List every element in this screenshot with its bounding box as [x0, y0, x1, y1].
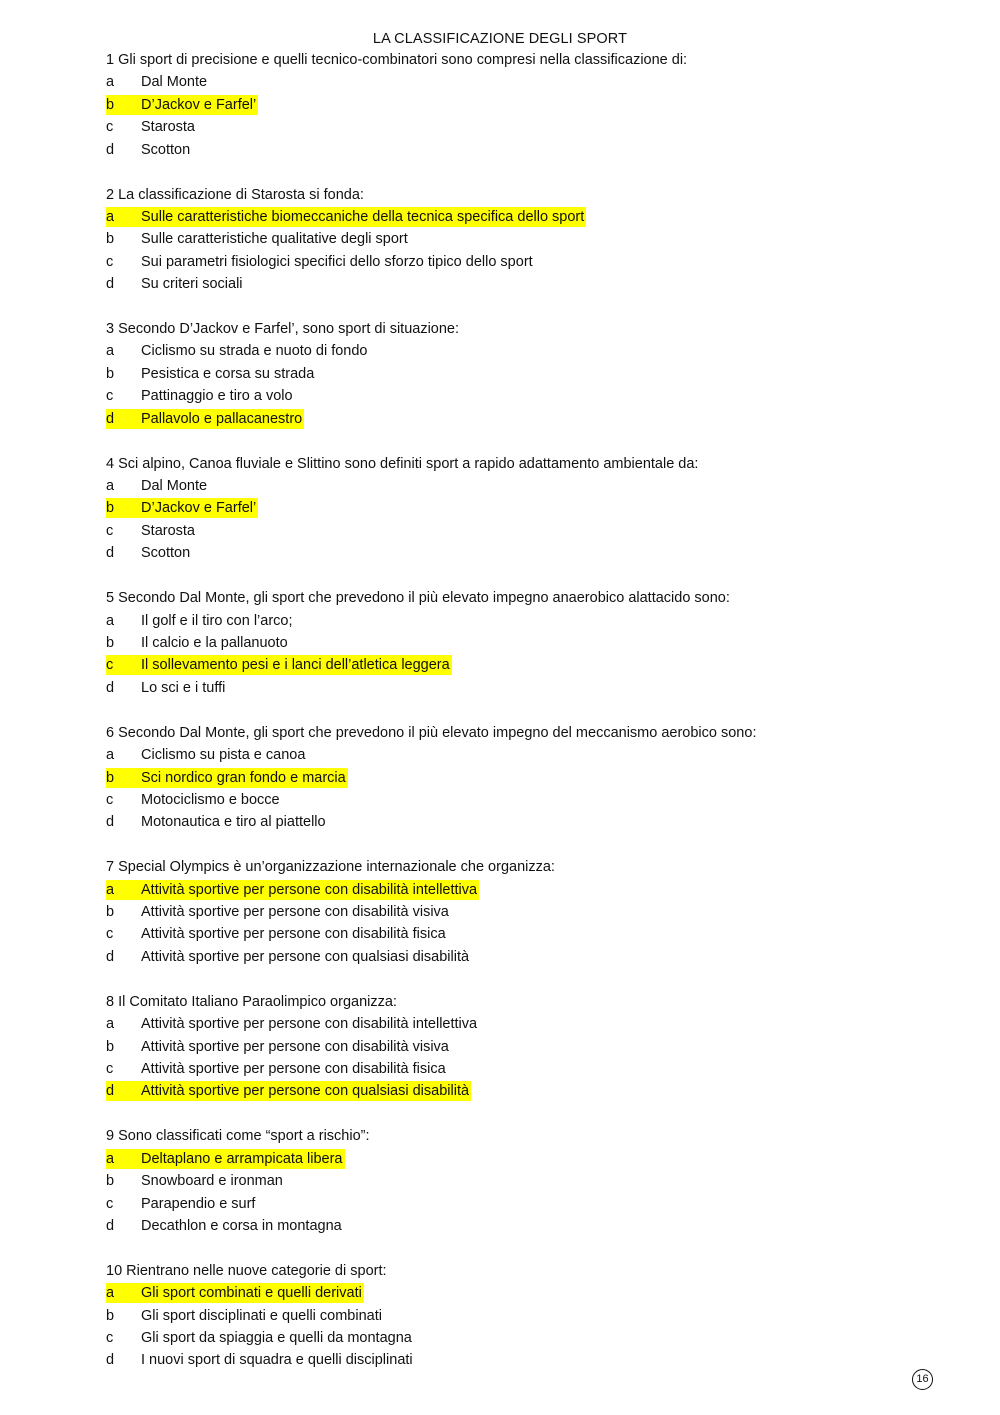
answer-option: [106, 1058, 906, 1080]
option-text: Attività sportive per persone con disabilità intellettiva: [141, 1016, 478, 1033]
answer-option: [106, 1349, 906, 1371]
option-highlight: [106, 521, 197, 541]
option-letter: a: [106, 208, 115, 225]
option-text: Attività sportive per persone con disabilità visiva: [141, 1038, 449, 1055]
option-highlight: [106, 409, 304, 429]
answer-option-correct: [106, 767, 906, 789]
option-highlight: [106, 1059, 448, 1079]
option-text: Sui parametri fisiologici specifici dello sforzo tipico dello sport: [141, 253, 533, 270]
option-letter: a: [106, 1016, 115, 1033]
option-highlight: [106, 1171, 285, 1191]
answer-option-correct: [106, 206, 906, 228]
option-letter: c: [106, 657, 114, 674]
question-text: 4 Sci alpino, Canoa fluviale e Slittino sono definiti sport a rapido adattamento ambientale da:: [106, 455, 699, 472]
answer-option: [106, 946, 906, 968]
option-text: Gli sport disciplinati e quelli combinati: [141, 1307, 382, 1324]
option-text: Decathlon e corsa in montagna: [141, 1217, 342, 1234]
option-highlight: [106, 1283, 364, 1303]
answer-option-correct: [106, 408, 906, 430]
question-text: 1 Gli sport di precisione e quelli tecnico-combinatori sono compresi nella classificazione di:: [106, 52, 688, 68]
question-text: 7 Special Olympics è un’organizzazione internazionale che organizza:: [106, 859, 555, 876]
option-letter: c: [106, 522, 114, 539]
option-letter: b: [106, 365, 115, 382]
option-text: Gli sport da spiaggia e quelli da montagna: [141, 1330, 412, 1347]
option-highlight: [106, 341, 370, 361]
option-text: Gli sport combinati e quelli derivati: [141, 1285, 362, 1302]
option-highlight: [106, 117, 197, 137]
option-highlight: [106, 1149, 345, 1169]
option-highlight: [106, 386, 295, 406]
option-text: Attività sportive per persone con qualsiasi disabilità: [141, 1083, 470, 1100]
option-text: Sulle caratteristiche qualitative degli sport: [141, 231, 408, 248]
option-text: Dal Monte: [141, 478, 208, 495]
option-letter: b: [106, 500, 115, 517]
option-letter: c: [106, 119, 114, 136]
option-letter: c: [106, 1061, 114, 1077]
option-text: Deltaplano e arrampicata libera: [141, 1150, 343, 1167]
option-text: Sulle caratteristiche biomeccaniche della tecnica specifica dello sport: [141, 208, 585, 225]
option-text: Pallavolo e pallacanestro: [141, 410, 303, 427]
question-list: [106, 49, 906, 1394]
option-letter: d: [106, 1217, 115, 1234]
option-letter: d: [106, 545, 115, 562]
answer-option: [106, 1305, 906, 1327]
option-highlight: [106, 498, 258, 518]
option-highlight: [106, 1081, 471, 1101]
answer-option: [106, 116, 906, 138]
option-text: Scotton: [141, 141, 191, 158]
option-highlight: [106, 140, 192, 160]
option-highlight: [106, 924, 448, 944]
answer-option: [106, 1170, 906, 1192]
answer-option: [106, 228, 906, 250]
option-text: Lo sci e i tuffi: [141, 679, 226, 696]
option-letter: a: [106, 343, 115, 360]
option-letter: c: [106, 1330, 114, 1347]
answer-option: [106, 811, 906, 833]
option-highlight: [106, 611, 295, 631]
option-highlight: [106, 72, 209, 92]
option-highlight: [106, 543, 192, 563]
option-highlight: [106, 745, 307, 765]
answer-option: [106, 475, 906, 497]
option-text: Attività sportive per persone con qualsiasi disabilità: [141, 948, 470, 965]
option-highlight: [106, 1014, 479, 1034]
option-text: Il golf e il tiro con l’arco;: [141, 612, 293, 629]
answer-option: [106, 340, 906, 362]
option-text: Il sollevamento pesi e i lanci dell’atletica leggera: [141, 657, 450, 674]
answer-option: [106, 632, 906, 654]
option-text: Motonautica e tiro al piattello: [141, 814, 326, 831]
answer-option: [106, 901, 906, 923]
answer-option: [106, 251, 906, 273]
answer-option-correct: [106, 654, 906, 676]
option-highlight: [106, 1216, 344, 1236]
option-text: Pesistica e corsa su strada: [141, 365, 315, 382]
option-letter: b: [106, 231, 115, 248]
option-letter: d: [106, 948, 115, 965]
question-text: 5 Secondo Dal Monte, gli sport che prevedono il più elevato impegno anaerobico alattacido sono:: [106, 590, 730, 607]
option-text: Motociclismo e bocce: [141, 791, 280, 808]
option-highlight: [106, 1037, 451, 1057]
option-highlight: [106, 207, 586, 227]
question-block: [106, 49, 906, 161]
answer-option-correct: [106, 94, 906, 116]
option-highlight: [106, 947, 471, 967]
option-letter: c: [106, 1195, 114, 1212]
question-block: [106, 1260, 906, 1372]
option-letter: a: [106, 1285, 115, 1302]
option-text: Dal Monte: [141, 74, 208, 91]
option-highlight: [106, 1328, 414, 1348]
answer-option: [106, 610, 906, 632]
option-highlight: [106, 678, 227, 698]
option-highlight: [106, 252, 535, 272]
answer-option-correct: [106, 1080, 906, 1102]
option-letter: d: [106, 814, 115, 831]
option-highlight: [106, 655, 452, 675]
option-highlight: [106, 633, 290, 653]
option-highlight: [106, 274, 245, 294]
option-highlight: [106, 812, 328, 832]
answer-option: [106, 520, 906, 542]
page-title: LA CLASSIFICAZIONE DEGLI SPORT: [372, 31, 628, 47]
option-text: D’Jackov e Farfel’: [141, 96, 257, 113]
answer-option: [106, 542, 906, 564]
answer-option-correct: [106, 879, 906, 901]
option-text: Attività sportive per persone con disabilità visiva: [141, 904, 449, 921]
option-letter: d: [106, 1352, 115, 1369]
option-highlight: [106, 476, 209, 496]
option-letter: a: [106, 74, 115, 91]
option-text: Il calcio e la pallanuoto: [141, 634, 288, 651]
question-block: [106, 318, 906, 430]
option-letter: b: [106, 96, 115, 113]
option-letter: a: [106, 1150, 115, 1167]
question-block: [106, 856, 906, 968]
option-letter: b: [106, 634, 115, 651]
option-text: D’Jackov e Farfel’: [141, 500, 257, 517]
option-highlight: [106, 768, 348, 788]
question-text: 2 La classificazione di Starosta si fonda:: [106, 186, 364, 203]
answer-option: [106, 789, 906, 811]
option-highlight: [106, 1306, 384, 1326]
question-block: [106, 722, 906, 834]
option-highlight: [106, 902, 451, 922]
option-letter: d: [106, 410, 115, 427]
option-letter: a: [106, 747, 115, 764]
option-highlight: [106, 790, 282, 810]
option-text: Parapendio e surf: [141, 1195, 256, 1212]
option-highlight: [106, 880, 479, 900]
option-letter: b: [106, 904, 115, 921]
answer-option: [106, 363, 906, 385]
answer-option: [106, 923, 906, 945]
question-block: [106, 587, 906, 699]
answer-option-correct: [106, 497, 906, 519]
option-letter: a: [106, 612, 115, 629]
answer-option: [106, 139, 906, 161]
option-letter: a: [106, 478, 115, 495]
option-text: I nuovi sport di squadra e quelli disciplinati: [141, 1352, 413, 1369]
option-highlight: [106, 95, 258, 115]
option-letter: d: [106, 141, 115, 158]
question-block: [106, 1125, 906, 1237]
answer-option: [106, 1215, 906, 1237]
option-letter: d: [106, 1083, 115, 1100]
option-text: Pattinaggio e tiro a volo: [141, 388, 293, 405]
option-letter: a: [106, 881, 115, 898]
option-text: Scotton: [141, 545, 191, 562]
option-highlight: [106, 229, 410, 249]
option-letter: b: [106, 1173, 115, 1190]
option-letter: d: [106, 679, 115, 696]
answer-option: [106, 273, 906, 295]
answer-option-correct: [106, 1282, 906, 1304]
answer-option: [106, 1013, 906, 1035]
question-block: [106, 453, 906, 565]
page-number-badge: 16: [912, 1369, 933, 1390]
question-text: 6 Secondo Dal Monte, gli sport che prevedono il più elevato impegno del meccanismo aerobico sono:: [106, 724, 757, 741]
question-text: 8 Il Comitato Italiano Paraolimpico organizza:: [106, 993, 397, 1010]
answer-option: [106, 1193, 906, 1215]
option-text: Starosta: [141, 522, 195, 539]
option-text: Ciclismo su pista e canoa: [141, 747, 306, 764]
answer-option: [106, 385, 906, 407]
option-highlight: [106, 1350, 415, 1370]
option-letter: b: [106, 769, 115, 786]
option-text: Starosta: [141, 119, 195, 136]
option-letter: c: [106, 791, 114, 808]
question-text: 9 Sono classificati come “sport a rischio”:: [106, 1128, 370, 1145]
option-text: Su criteri sociali: [141, 276, 243, 293]
option-letter: d: [106, 276, 115, 293]
option-letter: c: [106, 253, 114, 270]
option-letter: b: [106, 1307, 115, 1324]
answer-option-correct: [106, 1148, 906, 1170]
option-highlight: [106, 1194, 257, 1214]
option-letter: b: [106, 1038, 115, 1055]
option-text: Attività sportive per persone con disabilità fisica: [141, 926, 446, 943]
option-text: Attività sportive per persone con disabilità fisica: [141, 1061, 446, 1077]
option-text: Attività sportive per persone con disabilità intellettiva: [141, 881, 478, 898]
option-letter: c: [106, 926, 114, 943]
question-text: 10 Rientrano nelle nuove categorie di sport:: [106, 1262, 387, 1279]
answer-option: [106, 1036, 906, 1058]
answer-option: [106, 744, 906, 766]
question-block: [106, 991, 906, 1103]
option-text: Ciclismo su strada e nuoto di fondo: [141, 343, 368, 360]
answer-option: [106, 1327, 906, 1349]
answer-option: [106, 71, 906, 93]
option-highlight: [106, 364, 316, 384]
option-text: Sci nordico gran fondo e marcia: [141, 769, 346, 786]
option-letter: c: [106, 388, 114, 405]
question-block: [106, 184, 906, 296]
question-text: 3 Secondo D’Jackov e Farfel’, sono sport di situazione:: [106, 321, 460, 338]
option-text: Snowboard e ironman: [141, 1173, 283, 1190]
answer-option: [106, 677, 906, 699]
